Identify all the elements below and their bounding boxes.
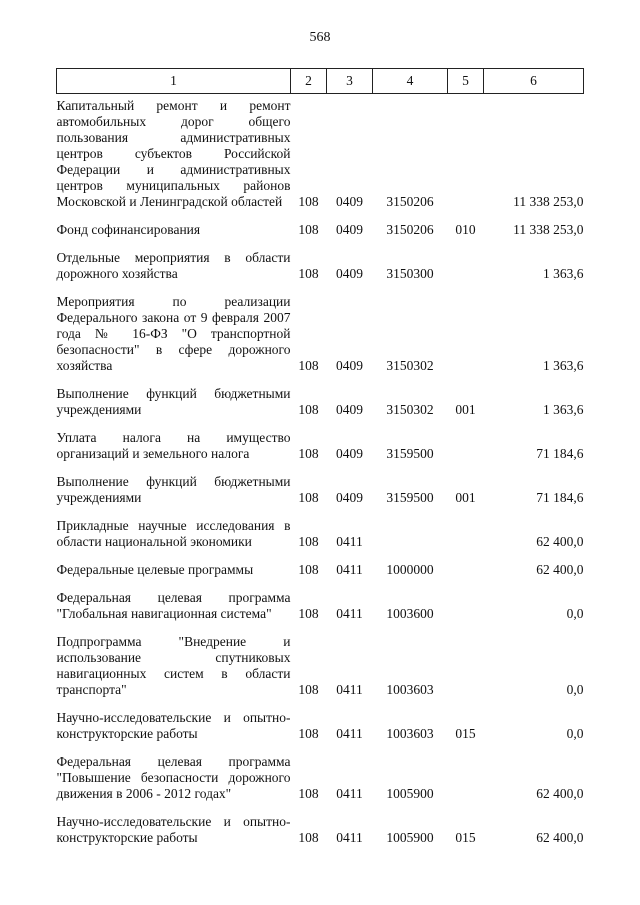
cell-target: 3150300: [386, 266, 434, 281]
cell-ministry: 108: [298, 726, 319, 741]
cell-target: 3150302: [386, 358, 434, 373]
cell-amount: 71 184,6: [536, 490, 584, 505]
column-header: 4: [373, 69, 448, 94]
cell-amount: 62 400,0: [536, 786, 584, 801]
cell-target: 1003603: [386, 726, 434, 741]
table-row: [57, 468, 584, 512]
cell-expense: [448, 94, 484, 217]
cell-name: Научно-исследовательские и опытно-конструкторские работы: [56, 710, 291, 741]
cell-target: 3150206: [386, 194, 434, 209]
cell-target: 3159500: [386, 490, 434, 505]
cell-section: 0411: [336, 726, 363, 741]
cell-ministry: 108: [298, 222, 319, 237]
cell-target: 3150206: [386, 222, 434, 237]
cell-section: 0409: [336, 266, 363, 281]
cell-amount: 11 338 253,0: [513, 194, 584, 209]
page-number: 568: [309, 30, 331, 45]
cell-section: 0411: [336, 606, 363, 621]
cell-target: 1005900: [386, 830, 434, 845]
cell-name: Выполнение функций бюджетными учреждениями: [56, 474, 291, 505]
cell-expense: [448, 424, 484, 468]
table-row: [57, 748, 584, 808]
cell-ministry: 108: [298, 682, 319, 697]
cell-ministry: 108: [298, 446, 319, 461]
cell-amount: 62 400,0: [536, 534, 584, 549]
cell-target: 1003600: [386, 606, 434, 621]
cell-name: Мероприятия по реализации Федерального закона от 9 февраля 2007 года № 16-ФЗ "О транспортной безопасности" в сфере дорожного хозяйства: [56, 294, 291, 373]
table-row: [57, 512, 584, 556]
cell-amount: 1 363,6: [543, 266, 584, 281]
cell-ministry: 108: [298, 266, 319, 281]
cell-section: 0409: [336, 402, 363, 417]
cell-target: 3159500: [386, 446, 434, 461]
cell-expense: 001: [455, 490, 476, 505]
cell-ministry: 108: [298, 606, 319, 621]
table-row: [57, 556, 584, 584]
cell-target: 1000000: [386, 562, 434, 577]
cell-section: 0411: [336, 830, 363, 845]
cell-expense: [448, 556, 484, 584]
cell-name: Капитальный ремонт и ремонт автомобильных дорог общего пользования административных центров субъектов Российской Федерации и административных центров муниципальных районов Московской и Ленинградской областей: [56, 98, 291, 209]
table-row: [57, 808, 584, 852]
table-row: [57, 380, 584, 424]
cell-amount: 0,0: [566, 726, 584, 741]
cell-amount: 62 400,0: [536, 562, 584, 577]
cell-name: Прикладные научные исследования в области национальной экономики: [56, 518, 291, 549]
cell-name: Фонд софинансирования: [56, 222, 201, 237]
cell-expense: 015: [455, 726, 476, 741]
cell-amount: 71 184,6: [536, 446, 584, 461]
cell-name: Федеральные целевые программы: [56, 562, 254, 577]
budget-table: [56, 68, 584, 852]
column-header: 2: [291, 69, 327, 94]
cell-name: Подпрограмма "Внедрение и использование спутниковых навигационных систем в области транспорта": [56, 634, 291, 697]
cell-target: 1003603: [386, 682, 434, 697]
cell-section: 0409: [336, 358, 363, 373]
cell-ministry: 108: [298, 830, 319, 845]
cell-target: [373, 512, 448, 556]
table-row: [57, 584, 584, 628]
cell-expense: [448, 748, 484, 808]
cell-ministry: 108: [298, 534, 319, 549]
column-header: 5: [448, 69, 484, 94]
cell-ministry: 108: [298, 786, 319, 801]
table-row: [57, 94, 584, 217]
table-row: [57, 704, 584, 748]
table-row: [57, 424, 584, 468]
cell-amount: 1 363,6: [543, 358, 584, 373]
cell-section: 0411: [336, 682, 363, 697]
header-row: [57, 69, 584, 94]
cell-amount: 11 338 253,0: [513, 222, 584, 237]
cell-ministry: 108: [298, 194, 319, 209]
cell-expense: [448, 244, 484, 288]
cell-section: 0409: [336, 446, 363, 461]
cell-expense: [448, 628, 484, 704]
cell-expense: [448, 512, 484, 556]
column-header: 1: [57, 69, 291, 94]
column-header: 6: [484, 69, 584, 94]
cell-ministry: 108: [298, 490, 319, 505]
cell-section: 0409: [336, 222, 363, 237]
cell-name: Научно-исследовательские и опытно-конструкторские работы: [56, 814, 291, 845]
column-header: 3: [327, 69, 373, 94]
table-row: [57, 628, 584, 704]
cell-ministry: 108: [298, 402, 319, 417]
cell-name: Уплата налога на имущество организаций и земельного налога: [56, 430, 291, 461]
cell-amount: 0,0: [566, 682, 584, 697]
cell-section: 0409: [336, 490, 363, 505]
cell-amount: 0,0: [566, 606, 584, 621]
cell-target: 1005900: [386, 786, 434, 801]
cell-expense: [448, 584, 484, 628]
cell-amount: 1 363,6: [543, 402, 584, 417]
cell-name: Федеральная целевая программа "Повышение безопасности дорожного движения в 2006 - 2012 годах": [56, 754, 291, 801]
cell-expense: 001: [455, 402, 476, 417]
cell-expense: [448, 288, 484, 380]
cell-expense: 010: [455, 222, 476, 237]
cell-section: 0411: [336, 534, 363, 549]
cell-target: 3150302: [386, 402, 434, 417]
cell-ministry: 108: [298, 562, 319, 577]
cell-section: 0411: [336, 562, 363, 577]
cell-section: 0409: [336, 194, 363, 209]
cell-ministry: 108: [298, 358, 319, 373]
cell-name: Отдельные мероприятия в области дорожного хозяйства: [56, 250, 291, 281]
table-row: [57, 288, 584, 380]
table-row: [57, 244, 584, 288]
cell-expense: 015: [455, 830, 476, 845]
cell-name: Федеральная целевая программа "Глобальная навигационная система": [56, 590, 291, 621]
cell-section: 0411: [336, 786, 363, 801]
cell-amount: 62 400,0: [536, 830, 584, 845]
cell-name: Выполнение функций бюджетными учреждениями: [56, 386, 291, 417]
table-row: [57, 216, 584, 244]
